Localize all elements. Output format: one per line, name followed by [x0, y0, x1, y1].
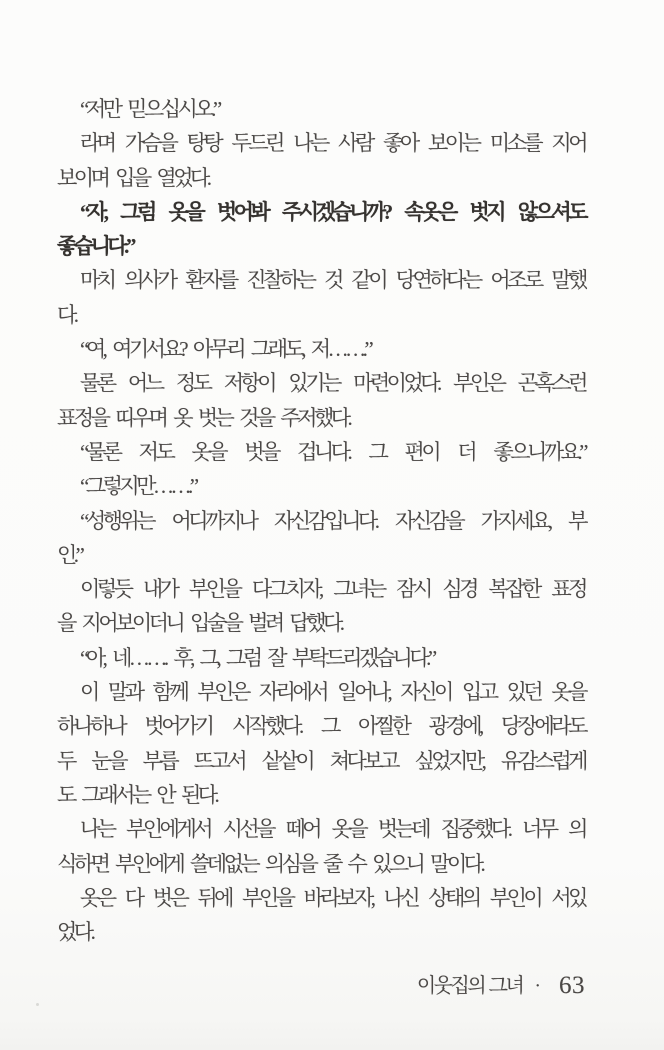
- word: 부인은: [197, 680, 248, 705]
- word: 자신이: [400, 680, 451, 705]
- body-line: 다.: [57, 302, 76, 327]
- body-line: [57, 435, 585, 469]
- word: 내가: [142, 577, 177, 602]
- word: 쳐다보고: [329, 748, 397, 773]
- word: 편이: [404, 439, 439, 464]
- word: 다: [124, 885, 142, 910]
- word: 샅샅이: [261, 748, 313, 773]
- word: 저항이: [223, 371, 275, 396]
- word: 벗어봐: [216, 199, 268, 224]
- word: 하나하나: [57, 714, 125, 739]
- word: 바라보자,: [303, 885, 373, 910]
- word: 지어: [551, 131, 585, 156]
- word: 입고: [461, 680, 496, 705]
- word: 벗은: [152, 885, 187, 910]
- word: 부인에게서: [126, 817, 211, 842]
- word: 표정: [551, 577, 585, 602]
- body-line: “아, 네……. 후, 그, 그럼 잘 부탁드리겠습니다.”: [80, 645, 434, 670]
- word: 벗을: [244, 439, 278, 464]
- body-line-emphasis: 좋습니다.”: [57, 234, 133, 259]
- word: 광경에,: [428, 714, 481, 739]
- word: 마치: [80, 268, 114, 293]
- word: “물론: [80, 439, 120, 464]
- word: 뜨고서: [193, 748, 245, 773]
- body-line: 을 지어보이더니 입술을 벌려 답했다.: [57, 611, 342, 636]
- body-text: [57, 92, 585, 949]
- word: 상태의: [428, 885, 479, 910]
- word: 저도: [138, 439, 173, 464]
- word: 복잡한: [488, 577, 539, 602]
- word: 가지세요,: [480, 508, 550, 533]
- word: 마련이었다.: [353, 371, 439, 396]
- body-line: “그렇지만…….”: [80, 474, 196, 499]
- word: 함께: [152, 680, 187, 705]
- word: 의: [568, 817, 585, 842]
- word: 부인을: [189, 577, 240, 602]
- word: 부릅: [142, 748, 177, 773]
- word: 라며: [80, 131, 114, 156]
- word: 자리에서: [258, 680, 327, 705]
- book-title: 이웃집의 그녀: [416, 975, 523, 997]
- word: 다그치자,: [251, 577, 321, 602]
- word: 싶었지만,: [414, 748, 484, 773]
- word: 물론: [80, 371, 114, 396]
- scan-speck: [36, 1003, 39, 1006]
- word: 옷을: [331, 817, 366, 842]
- word: 집중했다.: [440, 817, 510, 842]
- body-line: [57, 881, 585, 915]
- word: 환자를: [185, 268, 236, 293]
- word: 자신감입니다.: [274, 508, 377, 533]
- word: 나신: [383, 885, 418, 910]
- word: 말했: [551, 268, 585, 293]
- word: 사람: [338, 131, 372, 156]
- word: 어느: [127, 371, 162, 396]
- word: 의사가: [124, 268, 175, 293]
- word: 곤혹스런: [517, 371, 585, 396]
- page-footer: [417, 971, 585, 1001]
- word: 않으셔도: [517, 199, 585, 224]
- word: 이렇듯: [80, 577, 131, 602]
- word: 그럼: [120, 199, 154, 224]
- word: 너무: [522, 817, 556, 842]
- body-line: [57, 504, 585, 538]
- body-line: 도 그래서는 안 된다.: [57, 782, 217, 807]
- word: 겁니다.: [297, 439, 350, 464]
- word: 부인이: [489, 885, 541, 910]
- word: 시작했다.: [231, 714, 301, 739]
- word: 일어나,: [337, 680, 390, 705]
- word: 당장에라도: [500, 714, 585, 739]
- word: 말과: [107, 680, 142, 705]
- word: 두드린: [231, 131, 282, 156]
- word: 어디까지나: [171, 508, 256, 533]
- word: 벗는데: [377, 817, 429, 842]
- word: 눈을: [91, 748, 125, 773]
- word: 부인을: [242, 885, 293, 910]
- word: 그녀는: [333, 577, 384, 602]
- word: 주시겠습니까?: [281, 199, 390, 224]
- body-line: [57, 572, 585, 606]
- word: 보이는: [428, 131, 479, 156]
- word: 있기는: [288, 371, 339, 396]
- word: 서있: [551, 885, 585, 910]
- word: 가슴을: [124, 131, 176, 156]
- word: 탕탕: [186, 131, 221, 156]
- word: 벗어가기: [144, 714, 212, 739]
- word: 옷을: [551, 680, 585, 705]
- word: 더: [457, 439, 475, 464]
- word: “자,: [80, 199, 106, 224]
- separator-dot-icon: ·: [534, 975, 541, 997]
- body-line: [57, 126, 585, 160]
- word: 것: [324, 268, 341, 293]
- body-line: 보이며 입을 열었다.: [57, 165, 209, 190]
- word: 부인은: [453, 371, 504, 396]
- body-line: 표정을 띠우며 옷 벗는 것을 주저했다.: [57, 405, 350, 430]
- word: 좋아: [383, 131, 417, 156]
- word: 속옷은: [404, 199, 455, 224]
- word: “성행위는: [80, 508, 153, 533]
- word: 있던: [506, 680, 541, 705]
- body-line: 식하면 부인에게 쓸데없는 의심을 줄 수 있으니 말이다.: [57, 851, 483, 876]
- word: 이: [80, 680, 97, 705]
- word: 심경: [442, 577, 476, 602]
- word: 유감스럽게: [501, 748, 585, 773]
- word: 좋으니까요.”: [493, 439, 585, 464]
- body-line: [57, 366, 585, 400]
- word: 뒤에: [197, 885, 231, 910]
- word: 나는: [80, 817, 114, 842]
- word: 같이: [351, 268, 386, 293]
- word: 떼어: [285, 817, 320, 842]
- word: 옷을: [191, 439, 226, 464]
- word: 벗지: [469, 199, 504, 224]
- word: 부: [568, 508, 585, 533]
- word: 잠시: [396, 577, 430, 602]
- body-line: “저만 믿으십시오.”: [80, 97, 219, 121]
- page-number: 63: [559, 972, 585, 999]
- word: 어조로: [490, 268, 541, 293]
- word: 당연하다는: [395, 268, 480, 293]
- word: 시선을: [222, 817, 273, 842]
- body-line: 었다.: [57, 920, 93, 945]
- body-line: [57, 812, 585, 846]
- body-line: [57, 263, 585, 297]
- word: 옷을: [168, 199, 203, 224]
- body-line: “여, 여기서요? 아무리 그래도, 저…….”: [80, 337, 371, 362]
- body-line: 인.”: [57, 542, 82, 567]
- word: 미소를: [489, 131, 541, 156]
- body-line: [57, 709, 585, 743]
- word: 그: [368, 439, 386, 464]
- word: 두: [57, 748, 74, 773]
- word: 그: [320, 714, 338, 739]
- word: 옷은: [80, 885, 114, 910]
- body-line: [57, 744, 585, 778]
- word: 나는: [293, 131, 327, 156]
- body-line: [57, 675, 585, 709]
- word: 아찔한: [358, 714, 409, 739]
- word: 정도: [175, 371, 210, 396]
- word: 진찰하는: [246, 268, 314, 293]
- body-line-emphasis: [57, 195, 585, 229]
- word: 자신감을: [395, 508, 463, 533]
